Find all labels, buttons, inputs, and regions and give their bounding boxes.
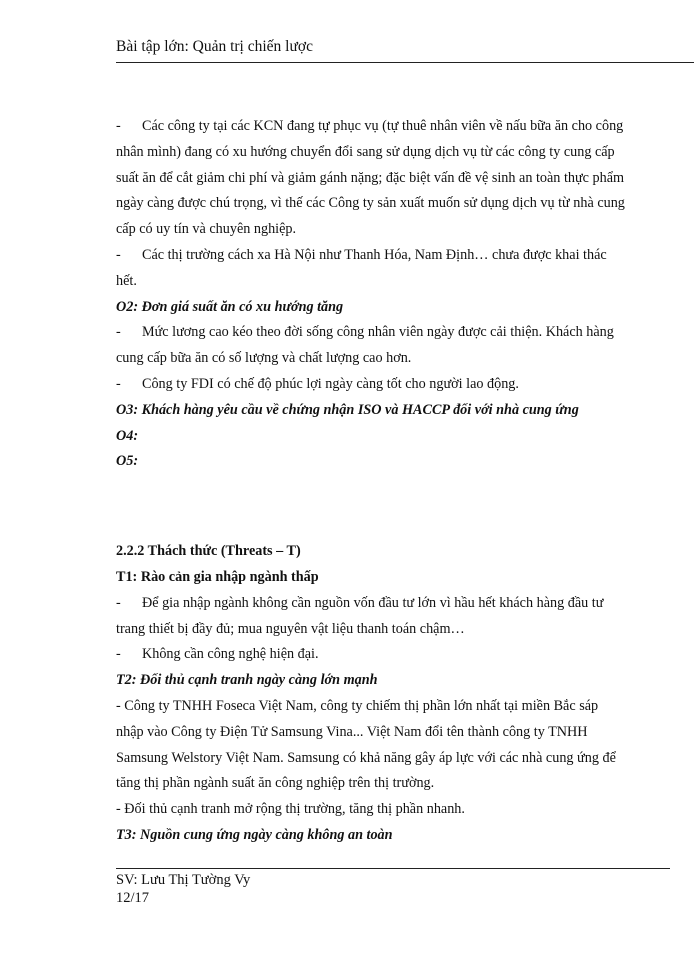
paragraph-text: Các thị trường cách xa Hà Nội như Thanh Hóa, Nam Định… chưa được khai thác hết. — [116, 246, 607, 289]
bullet-dash: - — [116, 118, 121, 134]
paragraph-text: Các công ty tại các KCN đang tự phục vụ (tự thuê nhân viên về nấu bữa ăn cho công nhân mình) đang có xu hướng chuyển đổi sang sử dụng dịch vụ từ các công ty cung cấp suất ăn để cắt giảm chi phí và giảm gánh nặng; đặc biệt vấn đề vệ sinh an toàn thực phẩm ngày càng được chú trọng, vì thế các Công ty sản xuất muốn sử dụng dịch vụ từ nhà cung cấp có uy tín và chuyên nghiệp. — [116, 118, 625, 238]
paragraph-text: Không cần công nghệ hiện đại. — [142, 646, 319, 663]
paragraph-text: Để gia nhập ngành không cần nguồn vốn đầu tư lớn vì hầu hết khách hàng đầu tư trang thiết bị đầy đủ; mua nguyên vật liệu thanh toán chậm… — [116, 594, 604, 637]
footer-student-name: SV: Lưu Thị Tường Vy — [116, 872, 251, 888]
bullet-paragraph — [116, 591, 626, 643]
opportunity-heading-o5: O5: — [116, 453, 139, 470]
opportunity-heading-o3: O3: Khách hàng yêu cầu về chứng nhận ISO và HACCP đối với nhà cung ứng — [116, 401, 579, 418]
bullet-dash: - — [116, 375, 121, 392]
paragraph-text: - Công ty TNHH Foseca Việt Nam, công ty chiếm thị phần lớn nhất tại miền Bắc sáp nhập vào Công ty Điện Tử Samsung Vina... Việt Nam đổi tên thành công ty TNHH Samsung Welstory Việt Nam. Samsung có khả năng gây áp lực với các nhà cung ứng để tăng thị phần ngành suất ăn công nghiệp trên thị trường. — [116, 697, 616, 792]
paragraph-text: - Đối thủ cạnh tranh mở rộng thị trường, tăng thị phần nhanh. — [116, 801, 465, 818]
section-spacer — [116, 475, 626, 539]
page-footer — [116, 871, 250, 907]
page-header-title: Bài tập lớn: Quản trị chiến lược — [116, 38, 313, 55]
footer-divider — [116, 868, 670, 869]
paragraph-text: Công ty FDI có chế độ phúc lợi ngày càng tốt cho người lao động. — [142, 375, 519, 392]
bullet-paragraph — [116, 642, 626, 668]
section-heading-threats: 2.2.2 Thách thức (Threats – T) — [116, 543, 301, 560]
opportunity-heading-o2: O2: Đơn giá suất ăn có xu hướng tăng — [116, 298, 344, 315]
bullet-paragraph — [116, 320, 626, 372]
opportunity-heading-o4: O4: — [116, 427, 139, 444]
bullet-paragraph — [116, 243, 626, 295]
threat-heading-t1: T1: Rào cản gia nhập ngành thấp — [116, 568, 319, 585]
paragraph-text: Mức lương cao kéo theo đời sống công nhân viên ngày được cải thiện. Khách hàng cung cấp bữa ăn có số lượng và chất lượng cao hơn. — [116, 324, 614, 367]
header-divider — [116, 62, 694, 63]
bullet-paragraph — [116, 114, 626, 243]
footer-page-number: 12/17 — [116, 890, 150, 906]
document-body — [116, 114, 626, 849]
bullet-paragraph — [116, 372, 626, 398]
threat-heading-t2: T2: Đối thủ cạnh tranh ngày càng lớn mạnh — [116, 672, 378, 689]
bullet-dash: - — [116, 246, 121, 263]
threat-heading-t3: T3: Nguồn cung ứng ngày càng không an toàn — [116, 826, 393, 843]
bullet-dash: - — [116, 594, 121, 611]
bullet-dash: - — [116, 646, 121, 663]
bullet-dash: - — [116, 324, 121, 341]
